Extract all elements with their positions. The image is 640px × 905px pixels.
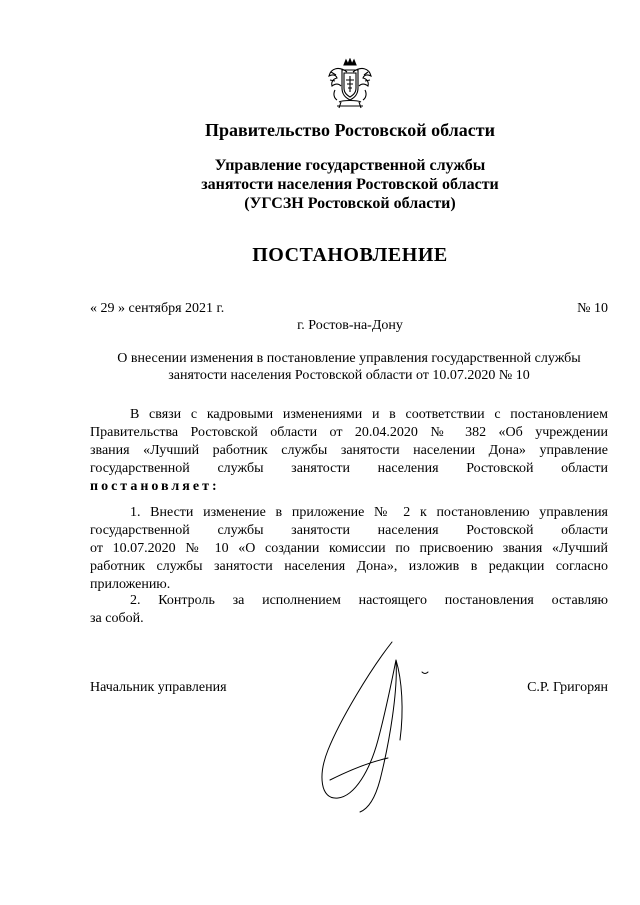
subject-line: О внесении изменения в постановление управления государственной службы [117,351,581,366]
paragraph-line: 2. Контроль за исполнением настоящего постановления оставляю [130,593,608,608]
paragraph-line: приложению. [90,577,171,592]
paragraph-line: от 10.07.2020 № 10 «О создании комиссии по присвоению звания «Лучший [90,541,608,556]
paragraph-line: государственной службы занятости населения Ростовской области [90,461,608,476]
intro-paragraph [90,406,608,496]
resolution-item-2 [90,592,608,628]
paragraph-line: государственной службы занятости населения Ростовской области [90,523,608,538]
resolution-item-1 [90,504,608,594]
paragraph-line: работник службы занятости населения Дона», изложив в редакции согласно [90,559,608,574]
paragraph-line: Правительства Ростовской области от 20.04.2020 № 382 «Об учреждении [90,425,608,440]
document-subject [90,350,608,384]
handwritten-signature [300,630,460,820]
paragraph-line: звания «Лучший работник службы занятости населении Дона» управление [90,443,608,458]
signer-position: Начальник управления [90,680,227,695]
signer-name: С.Р. Григорян [527,680,608,695]
department-name-line-1: Управление государственной службы [214,157,486,174]
department-name-line-2: занятости населения Ростовской области [201,176,499,193]
department-abbreviation: (УГСЗН Ростовской области) [244,195,456,212]
document-date: « 29 » сентября 2021 г. [90,301,225,316]
subject-line: занятости населения Ростовской области от 10.07.2020 № 10 [168,368,530,383]
document-number: № 10 [577,301,608,316]
paragraph-line: за собой. [90,611,144,626]
paragraph-line: В связи с кадровыми изменениями и в соответствии с постановлением [130,407,608,422]
paragraph-line: 1. Внести изменение в приложение № 2 к постановлению управления [130,505,608,520]
document-type-title: ПОСТАНОВЛЕНИЕ [252,244,448,266]
document-city: г. Ростов-на-Дону [297,318,403,333]
government-title: Правительство Ростовской области [205,120,495,140]
resolves-word: постановляет: [90,479,220,494]
date-number-line [90,301,608,319]
coat-of-arms-icon [327,58,373,110]
